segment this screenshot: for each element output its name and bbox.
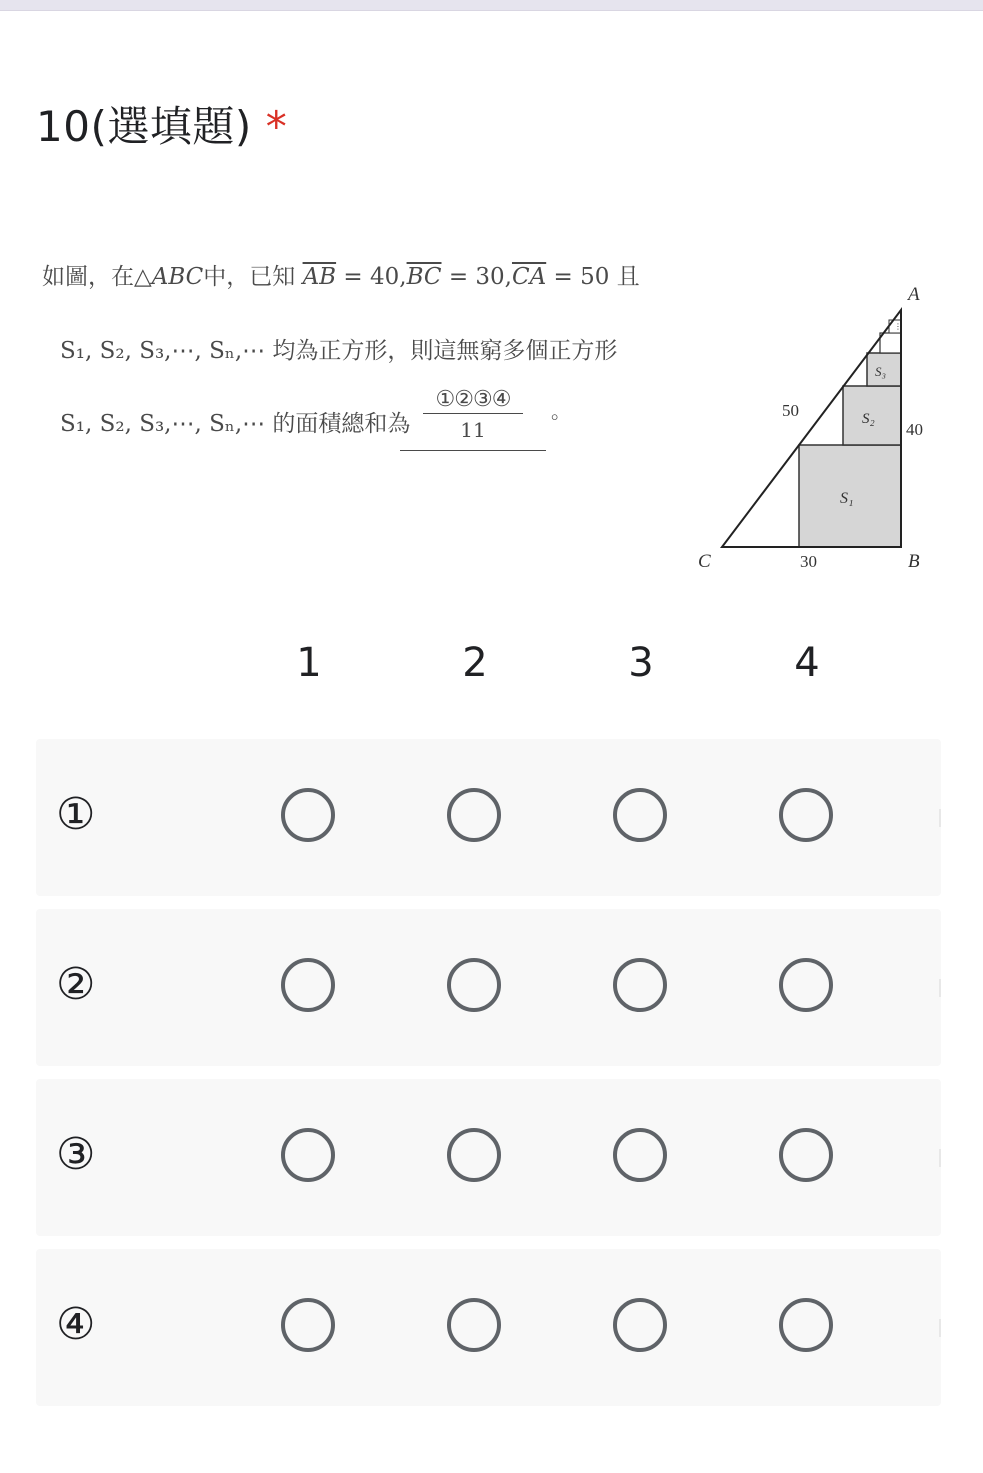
grid-row-2 xyxy=(36,909,941,1066)
radio-row1-col2[interactable] xyxy=(447,788,501,842)
line1-mid: 中，已知 xyxy=(203,264,296,290)
problem-line-3: S₁, S₂, S₃,⋯, Sₙ,⋯ 的面積總和為 xyxy=(60,411,411,437)
top-bar xyxy=(0,0,983,11)
vertex-c-label: C xyxy=(698,551,711,572)
side-bc-label: 30 xyxy=(800,552,817,571)
row-label-4: ④ xyxy=(56,1299,96,1350)
answer-fraction xyxy=(400,387,546,451)
value-bc: = 30, xyxy=(448,264,512,290)
radio-row1-col3[interactable] xyxy=(613,788,667,842)
vertex-b-label: B xyxy=(908,551,920,572)
square-s4 xyxy=(880,333,901,353)
answer-blank-line xyxy=(400,450,546,451)
value-ca: = 50 xyxy=(553,264,610,290)
radio-row2-col4[interactable] xyxy=(779,958,833,1012)
side-ca-label: 50 xyxy=(782,401,799,420)
radio-row4-col4[interactable] xyxy=(779,1298,833,1352)
problem-line-2: S₁, S₂, S₃,⋯, Sₙ,⋯ 均為正方形，則這無窮多個正方形 xyxy=(60,338,618,364)
radio-row2-col1[interactable] xyxy=(281,958,335,1012)
column-header-3: 3 xyxy=(628,640,654,686)
segment-ab: $\overline{AB}$ xyxy=(302,264,337,290)
square-s2-label: S₂ xyxy=(862,411,875,427)
row-label-2: ② xyxy=(56,959,96,1010)
radio-row1-col4[interactable] xyxy=(779,788,833,842)
radio-row4-col1[interactable] xyxy=(281,1298,335,1352)
required-asterisk: * xyxy=(265,102,288,151)
line1-prefix: 如圖，在△ xyxy=(42,264,152,290)
scroll-edge-marker xyxy=(939,979,941,997)
line1-suffix: 且 xyxy=(616,264,640,290)
period: 。 xyxy=(551,399,571,423)
column-header-4: 4 xyxy=(794,640,820,686)
row-label-3: ③ xyxy=(56,1129,96,1180)
radio-row2-col2[interactable] xyxy=(447,958,501,1012)
segment-ca: $\overline{CA}$ xyxy=(511,264,547,290)
radio-row1-col1[interactable] xyxy=(281,788,335,842)
scroll-edge-marker xyxy=(939,809,941,827)
side-ab-label: 40 xyxy=(906,420,923,439)
scroll-edge-marker xyxy=(939,1149,941,1167)
radio-row2-col3[interactable] xyxy=(613,958,667,1012)
triangle-figure xyxy=(690,260,950,572)
segment-bc: $\overline{BC}$ xyxy=(406,264,442,290)
dots-indicator: ⋮ xyxy=(894,322,902,331)
row-label-1: ① xyxy=(56,789,96,840)
column-header-2: 2 xyxy=(462,640,488,686)
triangle-name: ABC xyxy=(151,264,204,290)
problem-line-1 xyxy=(42,258,640,291)
radio-row3-col4[interactable] xyxy=(779,1128,833,1182)
radio-row3-col2[interactable] xyxy=(447,1128,501,1182)
scroll-edge-marker xyxy=(939,1319,941,1337)
grid-row-4 xyxy=(36,1249,941,1406)
answer-numerator: ①②③④ xyxy=(423,387,523,414)
vertex-a-label: A xyxy=(908,284,920,305)
radio-row3-col1[interactable] xyxy=(281,1128,335,1182)
question-title-text: 10(選填題) xyxy=(36,102,252,151)
radio-row4-col2[interactable] xyxy=(447,1298,501,1352)
column-header-1: 1 xyxy=(296,640,322,686)
question-title xyxy=(36,94,287,154)
grid-row-3 xyxy=(36,1079,941,1236)
problem-statement xyxy=(0,240,983,570)
value-ab: = 40, xyxy=(343,264,407,290)
square-s1-label: S₁ xyxy=(840,490,854,507)
radio-row3-col3[interactable] xyxy=(613,1128,667,1182)
square-s3-label: S₃ xyxy=(875,364,887,379)
radio-row4-col3[interactable] xyxy=(613,1298,667,1352)
grid-row-1 xyxy=(36,739,941,896)
answer-denominator: 11 xyxy=(460,418,486,442)
